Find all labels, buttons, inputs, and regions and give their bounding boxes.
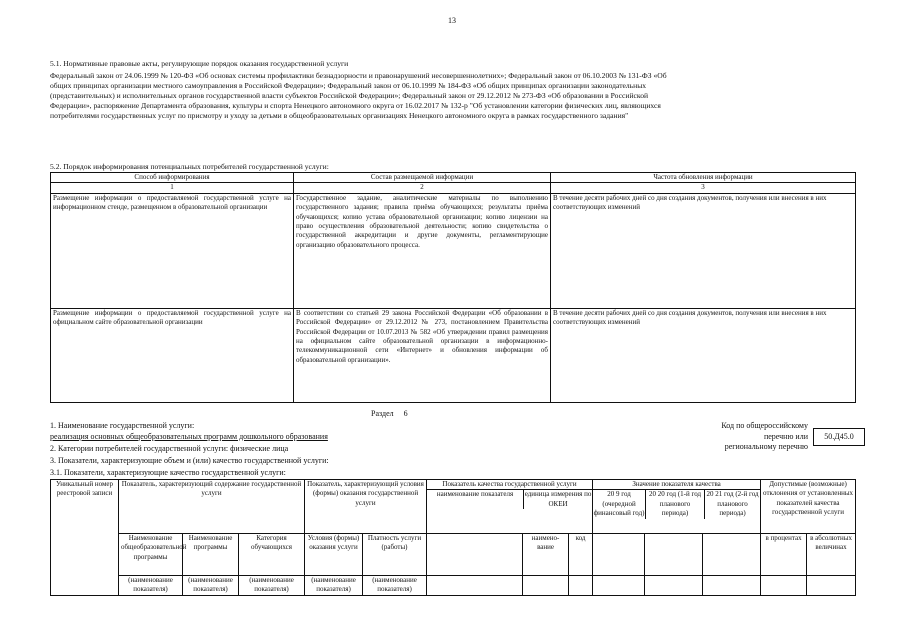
- header-method: Способ информирования: [51, 173, 294, 183]
- frequency-cell: В течение десяти рабочих дней со дня создания документов, получения или внесения в них соответствующих изменений: [551, 193, 856, 308]
- payment-header: Платность услуги (работы): [363, 534, 427, 576]
- empty-cell: [761, 576, 807, 596]
- quality-table: [50, 479, 856, 596]
- indicator-name-row: [51, 576, 856, 596]
- year-headers: [593, 490, 760, 518]
- section-number: 6: [403, 409, 408, 418]
- unit-name-header: наимено-вание: [523, 534, 569, 576]
- table-row: [51, 193, 856, 308]
- quality-indicators-title: 3.1. Показатели, характеризующие качество государственной услуги:: [50, 468, 286, 477]
- service-name-value: реализация основных общеобразовательных программ дошкольного образования: [50, 432, 328, 441]
- table-row: [51, 308, 856, 402]
- empty-cell: [523, 576, 569, 596]
- empty-cell: [703, 576, 761, 596]
- code-label-line: перечню или: [763, 431, 808, 441]
- code-label-line: Код по общероссийскому: [721, 421, 808, 430]
- registry-code-label: [640, 421, 808, 453]
- unit-code-header: код: [569, 534, 593, 576]
- section-5-1-title: 5.1. Нормативные правовые акты, регулирующие порядок оказания государственной услуги: [50, 59, 349, 68]
- header-content: Состав размещаемой информации: [294, 173, 551, 183]
- column-number: 2: [294, 183, 551, 193]
- empty-cell: [593, 576, 645, 596]
- values-title: Значение показателя качества: [593, 480, 760, 490]
- content-cell: В соответствии со статьей 29 закона Российской Федерации «Об образовании в Российской Федерации» от 29.12.2012 № 273, постановлением Правительства Российской Федерации от 10.07.2013 № 582 «Об утверждении правил размещения на официальном сайте образовательной организации в информационно-телекоммуникационной сети «Интернет» и обновления информации об образовательной организации».: [294, 308, 551, 402]
- indicators-title: 3. Показатели, характеризующие объем и (или) качество государственной услуги:: [50, 456, 329, 465]
- column-number: 3: [551, 183, 856, 193]
- empty-cell: [427, 576, 523, 596]
- empty-cell: [645, 534, 703, 576]
- empty-cell: [427, 534, 523, 576]
- header-quality: [427, 480, 593, 534]
- quality-subheaders: [427, 490, 592, 509]
- code-label-line: региональному перечню: [724, 442, 808, 451]
- unit-header: единица измерения по ОКЕИ: [524, 490, 592, 508]
- indicator-name-cell: (наименование показателя): [363, 576, 427, 596]
- frequency-cell: В течение десяти рабочих дней со дня создания документов, получения или внесения в них соответствующих изменений: [551, 308, 856, 402]
- method-cell: Размещение информации о предоставляемой государственной услуге на официальном сайте образовательной организации: [51, 308, 294, 402]
- indicator-name-cell: (наименование показателя): [183, 576, 239, 596]
- empty-cell: [645, 576, 703, 596]
- service-name-label: 1. Наименование государственной услуги:: [50, 421, 195, 430]
- information-table: [50, 172, 856, 403]
- empty-cell: [703, 534, 761, 576]
- legal-acts-line: общих принципах организации местного самоуправления в Российской Федерации»; Федеральный закон от 06.10.1999 № 184-ФЗ «Об общих принципах организации законодательных: [50, 81, 647, 90]
- indicator-name-cell: (наименование показателя): [119, 576, 183, 596]
- legal-acts-line: Федерации», распоряжение Департамента образования, культуры и спорта Ненецкого автономного округа от 16.02.2017 № 132-р "Об установлении категории физических лиц, являющихся: [50, 101, 661, 110]
- section-heading: [371, 409, 408, 419]
- indicator-name-header: наименование показателя: [436, 490, 514, 499]
- consumer-category: 2. Категории потребителей государственной услуги: физические лица: [50, 444, 289, 453]
- method-cell: Размещение информации о предоставляемой государственной услуге на информационном стенде, размещенном в образовательной организации: [51, 193, 294, 308]
- section-5-2-title: 5.2. Порядок информирования потенциальных потребителей государственной услуги:: [50, 162, 329, 171]
- quality-subheader-row: [51, 534, 856, 576]
- conditions-header: Условия (формы) оказания услуги: [305, 534, 363, 576]
- section-label: Раздел: [371, 409, 394, 418]
- content-cell: Государственное задание, аналитические материалы по выполнению государственного задания; правила приёма обучающихся; результаты приёма обучающихся; копию устава образовательной организации; копию лицензии на право осуществления образовательной деятельности; копию свидетельства о государственной аккредитации и другие документы, регламентирующие организацию образовательного процесса.: [294, 193, 551, 308]
- year-3-header: 20 21 год (2-й год планового периода): [704, 490, 760, 518]
- year-1-header: 20 9 год (очередной финансовый год): [593, 490, 645, 518]
- page-number: 13: [448, 16, 456, 25]
- empty-cell: [569, 576, 593, 596]
- column-number: 1: [51, 183, 294, 193]
- header-content: Показатель, характеризующий содержание государственной услуги: [119, 480, 305, 534]
- header-registry: Уникальный номер реестровой записи: [51, 480, 119, 596]
- legal-acts-line: (представительных) и исполнительных органов государственной власти субъектов Российской Федерации»; Федеральный закон от 29.12.2012 № 273-ФЗ «Об образовании в Российской: [50, 91, 649, 100]
- header-conditions: Показатель, характеризующий условия (формы) оказания государственной услуги: [305, 480, 427, 534]
- quality-title: Показатель качества государственной услуги: [427, 480, 592, 490]
- empty-cell: [807, 576, 856, 596]
- indicator-name-cell: (наименование показателя): [305, 576, 363, 596]
- registry-code-value: 50.Д45.0: [813, 428, 865, 446]
- empty-cell: [593, 534, 645, 576]
- table-header-row: [51, 173, 856, 183]
- header-values: [593, 480, 761, 534]
- program-header: Наименование программы: [183, 534, 239, 576]
- student-category-header: Категория обучающихся: [239, 534, 305, 576]
- indicator-name-cell: (наименование показателя): [239, 576, 305, 596]
- legal-acts-line: Федеральный закон от 24.06.1999 № 120-ФЗ «Об основах системы профилактики безнадзорности и правонарушений несовершеннолетних»; Федеральный закон от 06.10.2003 № 131-ФЗ «Об: [50, 71, 667, 80]
- program-name-header: Наименование общеобразовательной программы: [119, 534, 183, 576]
- year-2-header: 20 20 год (1-й год планового периода): [645, 490, 704, 518]
- header-frequency: Частота обновления информации: [551, 173, 856, 183]
- quality-header-row: [51, 480, 856, 534]
- percent-header: в процентах: [761, 534, 807, 576]
- legal-acts-line: потребителями государственных услуг по присмотру и уходу за детьми в общеобразовательных организациях Ненецкого автономного округа в рамках государственного задания": [50, 111, 629, 120]
- absolute-header: в абсолютных величинах: [807, 534, 856, 576]
- header-deviation: Допустимые (возможные) отклонения от установленных показателей качества государственной услуги: [761, 480, 856, 534]
- table-number-row: [51, 183, 856, 193]
